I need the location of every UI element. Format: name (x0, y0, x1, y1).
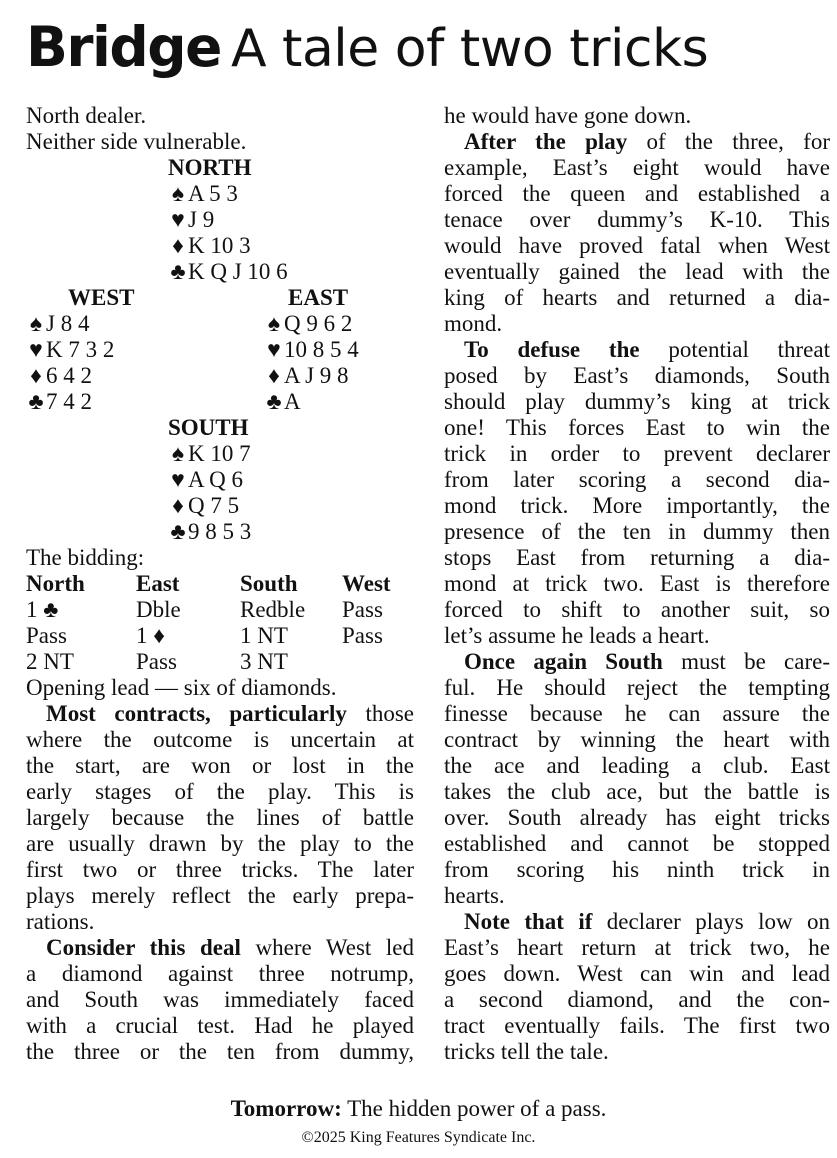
east-hearts: ♥ 10 8 5 4 (264, 337, 359, 363)
club-icon: ♣ (170, 519, 186, 544)
bid-cell: Pass (342, 597, 383, 622)
bid-cell: 1 ♣ (26, 597, 59, 622)
paragraph-3: After the play of the three, for example, East’s eight would have forced the queen and established a tenace over dummy’s K-10. This would have proved fatal when West eventually gained the lead with the king of hearts and returned a dia- mond. (444, 129, 830, 336)
diamond-icon: ♦ (172, 493, 184, 518)
diamond-icon: ♦ (268, 363, 280, 388)
north-label: NORTH (168, 155, 252, 180)
west-hearts: ♥ K 7 3 2 (26, 337, 134, 363)
north-hearts: ♥ J 9 (168, 207, 288, 233)
copyright-notice: ©2025 King Features Syndicate Inc. (301, 1129, 536, 1146)
masthead-title: A tale of two tricks (230, 19, 709, 79)
bidding-heading: The bidding: (26, 545, 145, 570)
east-hand (264, 285, 359, 415)
bidding-col-north: North (26, 571, 85, 596)
right-column: he would have gone down. After the play of the three, for example, East’s eight would have forced the queen and established a tenace over dummy’s K-10. This would have proved fatal when West eventually gained the lead with the king of hearts and returned a dia- mond. To defuse the potential threat posed by East’s diamonds, South should play dummy’s king at trick one! This forces East to win the trick in order to prevent declarer from later scoring a second dia- mond trick. More importantly, the presence of the ten in dummy then stops East from returning a dia- mond at trick two. East is therefore forced to shift to another suit, so let’s assume he leads a heart. Once again South must be care- ful. He should reject the tempting finesse because he can assure the contract by winning the heart with the ace and leading a club. East takes the club ace, but the battle is over. South already has eight tricks established and cannot be stopped from scoring his ninth trick in hearts. Note that if declarer plays low on East’s heart return at trick two, he goes down. West can win and lead a second diamond, and the con- tract eventually fails. The first two tricks tell the tale. (444, 103, 831, 1064)
masthead (26, 15, 709, 79)
spade-icon: ♠ (267, 311, 281, 336)
club-icon: ♣ (28, 389, 44, 414)
heart-icon: ♥ (29, 337, 43, 362)
bidding-col-south: South (240, 571, 298, 596)
west-hand (26, 285, 134, 415)
east-clubs: ♣ A (264, 389, 359, 415)
spade-icon: ♠ (29, 311, 43, 336)
bidding-col-west: West (342, 571, 391, 596)
north-clubs: ♣ K Q J 10 6 (168, 259, 288, 285)
south-hearts: ♥ A Q 6 (168, 467, 251, 493)
paragraph-2: Consider this deal where West led a diamond against three notrump, and South was immediately faced with a crucial test. Had he played the three or the ten from dummy, (26, 935, 414, 1064)
club-icon: ♣ (266, 389, 282, 414)
spade-icon: ♠ (171, 441, 185, 466)
heart-icon: ♥ (171, 207, 185, 232)
bid-cell: 3 NT (240, 649, 288, 674)
bidding-row (26, 597, 414, 623)
south-clubs: ♣ 9 8 5 3 (168, 519, 251, 545)
west-label: WEST (68, 285, 135, 310)
diamond-icon: ♦ (172, 233, 184, 258)
heart-icon: ♥ (171, 467, 185, 492)
bidding-table (26, 571, 414, 675)
opening-lead-line: Opening lead — six of diamonds. (26, 675, 337, 700)
east-label: EAST (288, 285, 349, 310)
tomorrow-label: Tomorrow: (230, 1096, 342, 1121)
north-hand (168, 155, 288, 285)
bid-cell: Pass (136, 649, 177, 674)
paragraph-4-lead: To defuse the (464, 337, 640, 362)
east-spades: ♠ Q 9 6 2 (264, 311, 359, 337)
bidding-row (26, 623, 414, 649)
dealer-line: North dealer. (26, 103, 147, 128)
deal-diagram (26, 155, 414, 545)
paragraph-6: Note that if declarer plays low on East’s heart return at trick two, he goes down. West can win and lead a second diamond, and the con- tract eventually fails. The first two tricks tell the tale. (444, 909, 831, 1064)
bidding-col-east: East (136, 571, 180, 596)
bid-cell: 1 ♦ (136, 623, 165, 648)
bidding-row (26, 649, 414, 675)
south-label: SOUTH (168, 415, 249, 440)
left-column (26, 103, 414, 1065)
paragraph-5-lead: Once again South (464, 649, 663, 674)
south-diamonds: ♦ Q 7 5 (168, 493, 251, 519)
paragraph-1-lead: Most contracts, particularly (46, 701, 347, 726)
bid-cell: 2 NT (26, 649, 74, 674)
paragraph-3-lead: After the play (464, 129, 628, 154)
bid-cell: Dble (136, 597, 181, 622)
bidding-header-row (26, 571, 414, 597)
paragraph-1: Most contracts, particularly those where the outcome is uncertain at the start, are won or lost in the early stages of the play. This is largely because the lines of battle are usually drawn by the play to the first two or three tricks. The later plays merely reflect the early prepa- rations. (26, 701, 414, 934)
north-spades: ♠ A 5 3 (168, 181, 288, 207)
bid-cell (342, 649, 414, 675)
south-hand (168, 415, 251, 545)
bid-cell: 1 NT (240, 623, 288, 648)
tomorrow-text: The hidden power of a pass. (341, 1096, 607, 1121)
bid-cell: Redble (240, 597, 306, 622)
bid-cell: Pass (342, 623, 383, 648)
heart-icon: ♥ (267, 337, 281, 362)
club-icon: ♣ (170, 259, 186, 284)
paragraph-4: To defuse the potential threat posed by East’s diamonds, South should play dummy’s king at trick one! This forces East to win the trick in order to prevent declarer from later scoring a second dia- mond trick. More importantly, the presence of the ten in dummy then stops East from returning a dia- mond at trick two. East is therefore forced to shift to another suit, so let’s assume he leads a heart. (444, 337, 830, 648)
north-diamonds: ♦ K 10 3 (168, 233, 288, 259)
masthead-brand: Bridge (26, 15, 221, 79)
east-diamonds: ♦ A J 9 8 (264, 363, 359, 389)
paragraph-6-lead: Note that if (464, 909, 593, 934)
spade-icon: ♠ (171, 181, 185, 206)
paragraph-2-lead: Consider this deal (46, 935, 241, 960)
vulnerability-line: Neither side vulnerable. (26, 129, 247, 154)
south-spades: ♠ K 10 7 (168, 441, 251, 467)
bid-cell: Pass (26, 623, 67, 648)
paragraph-5: Once again South must be care- ful. He should reject the tempting finesse because he can assure the contract by winning the heart with the ace and leading a club. East takes the club ace, but the battle is over. South already has eight tricks established and cannot be stopped from scoring his ninth trick in hearts. (444, 649, 830, 908)
west-spades: ♠ J 8 4 (26, 311, 134, 337)
tomorrow-teaser (0, 1095, 837, 1123)
west-diamonds: ♦ 6 4 2 (26, 363, 134, 389)
west-clubs: ♣ 7 4 2 (26, 389, 134, 415)
diamond-icon: ♦ (30, 363, 42, 388)
